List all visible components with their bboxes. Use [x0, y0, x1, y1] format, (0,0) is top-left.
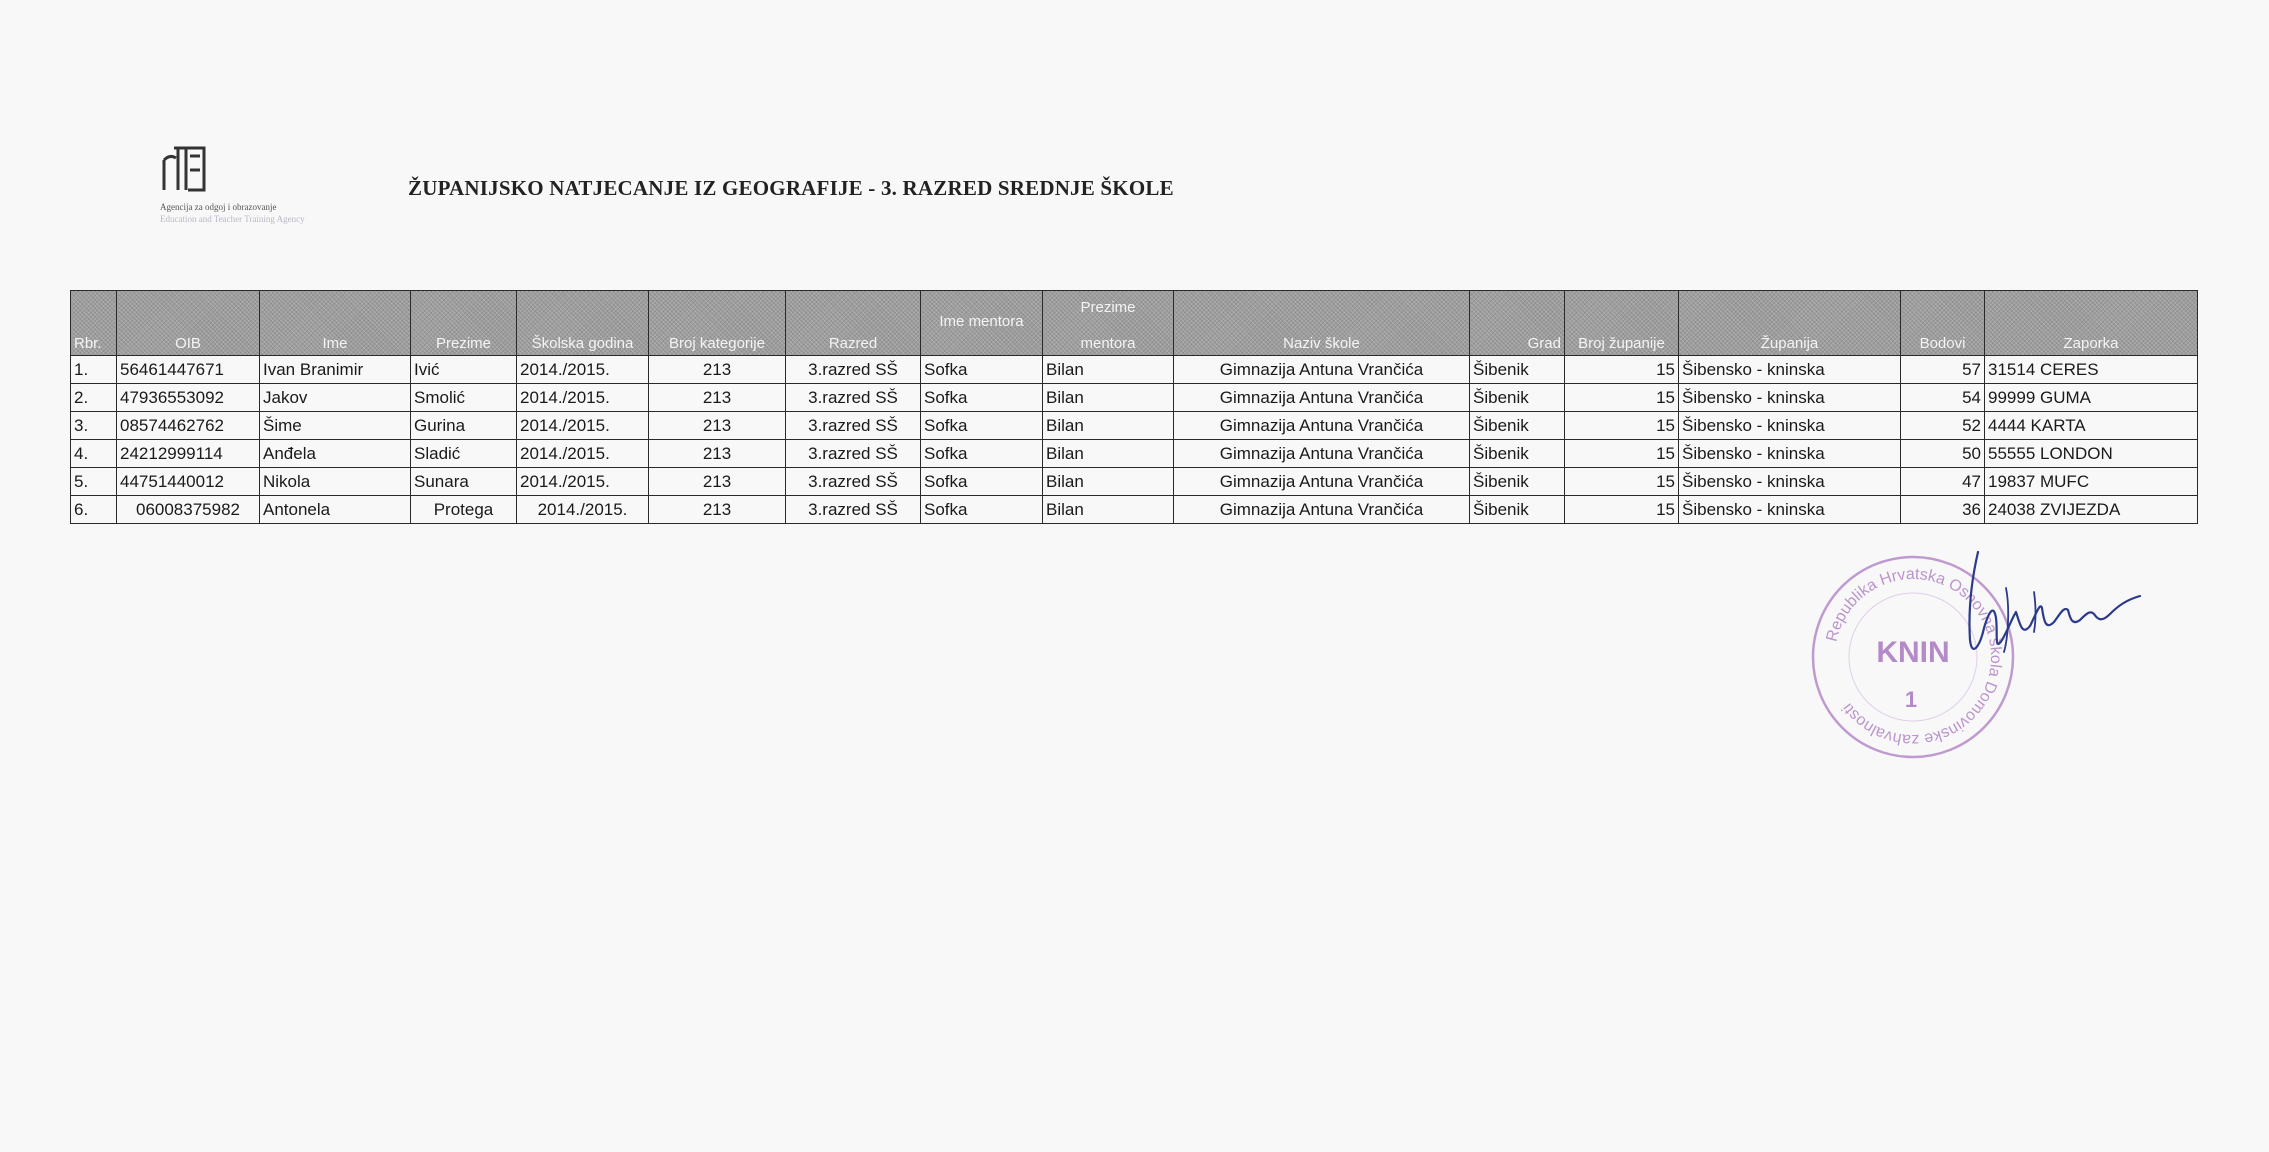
cell-rbr: 1. [71, 356, 117, 384]
cell-broj-zupanije: 15 [1565, 468, 1679, 496]
cell-kategorija: 213 [649, 468, 786, 496]
cell-zupanija: Šibensko - kninska [1679, 440, 1901, 468]
cell-broj-zupanije: 15 [1565, 356, 1679, 384]
cell-bodovi: 36 [1901, 496, 1985, 524]
cell-ime-mentora: Sofka [921, 440, 1043, 468]
col-header-ime-mentora: Ime mentora [921, 291, 1043, 356]
col-header-rbr: Rbr. [71, 291, 117, 356]
cell-rbr: 3. [71, 412, 117, 440]
cell-broj-zupanije: 15 [1565, 384, 1679, 412]
cell-prezime: Smolić [411, 384, 517, 412]
col-header-prezime-mentora-line2: mentora [1080, 335, 1136, 352]
cell-kategorija: 213 [649, 440, 786, 468]
cell-grad: Šibenik [1470, 468, 1565, 496]
cell-ime-mentora: Sofka [921, 384, 1043, 412]
cell-prezime: Gurina [411, 412, 517, 440]
cell-rbr: 2. [71, 384, 117, 412]
cell-grad: Šibenik [1470, 384, 1565, 412]
cell-ime: Antonela [260, 496, 411, 524]
col-header-bodovi: Bodovi [1901, 291, 1985, 356]
cell-razred: 3.razred SŠ [786, 468, 921, 496]
cell-rbr: 6. [71, 496, 117, 524]
cell-razred: 3.razred SŠ [786, 440, 921, 468]
cell-godina: 2014./2015. [517, 384, 649, 412]
cell-grad: Šibenik [1470, 496, 1565, 524]
cell-razred: 3.razred SŠ [786, 412, 921, 440]
cell-zupanija: Šibensko - kninska [1679, 496, 1901, 524]
agency-logo-icon [160, 140, 208, 192]
col-header-broj-zupanije: Broj županije [1565, 291, 1679, 356]
cell-godina: 2014./2015. [517, 496, 649, 524]
cell-ime: Anđela [260, 440, 411, 468]
cell-bodovi: 57 [1901, 356, 1985, 384]
cell-zupanija: Šibensko - kninska [1679, 468, 1901, 496]
cell-godina: 2014./2015. [517, 468, 649, 496]
cell-godina: 2014./2015. [517, 440, 649, 468]
cell-kategorija: 213 [649, 384, 786, 412]
cell-zaporka: 19837 MUFC [1985, 468, 2198, 496]
results-table [70, 290, 2198, 524]
cell-skola: Gimnazija Antuna Vrančića [1174, 356, 1470, 384]
table-row [71, 384, 2198, 412]
cell-razred: 3.razred SŠ [786, 384, 921, 412]
col-header-naziv-skole: Naziv škole [1174, 291, 1470, 356]
cell-oib: 24212999114 [117, 440, 260, 468]
col-header-prezime: Prezime [411, 291, 517, 356]
col-header-skolska-godina: Školska godina [517, 291, 649, 356]
col-header-oib: OIB [117, 291, 260, 356]
cell-rbr: 5. [71, 468, 117, 496]
cell-bodovi: 54 [1901, 384, 1985, 412]
col-header-prezime-mentora-line1: Prezime [1080, 299, 1136, 316]
cell-zaporka: 55555 LONDON [1985, 440, 2198, 468]
cell-prezime-mentora: Bilan [1043, 468, 1174, 496]
agency-name-en: Education and Teacher Training Agency [160, 214, 305, 224]
cell-prezime-mentora: Bilan [1043, 496, 1174, 524]
table-row [71, 440, 2198, 468]
col-header-grad: Grad [1470, 291, 1565, 356]
cell-razred: 3.razred SŠ [786, 496, 921, 524]
cell-broj-zupanije: 15 [1565, 440, 1679, 468]
stamp-number: 1 [1904, 687, 1918, 712]
col-header-broj-kategorije: Broj kategorije [649, 291, 786, 356]
cell-grad: Šibenik [1470, 412, 1565, 440]
cell-zupanija: Šibensko - kninska [1679, 384, 1901, 412]
col-header-zupanija: Županija [1679, 291, 1901, 356]
cell-ime: Ivan Branimir [260, 356, 411, 384]
cell-zaporka: 4444 KARTA [1985, 412, 2198, 440]
stamp-center-text: KNIN [1876, 636, 1950, 669]
cell-zaporka: 24038 ZVIJEZDA [1985, 496, 2198, 524]
cell-prezime: Sunara [411, 468, 517, 496]
cell-oib: 56461447671 [117, 356, 260, 384]
cell-skola: Gimnazija Antuna Vrančića [1174, 440, 1470, 468]
cell-bodovi: 52 [1901, 412, 1985, 440]
cell-skola: Gimnazija Antuna Vrančića [1174, 496, 1470, 524]
cell-ime: Šime [260, 412, 411, 440]
cell-prezime-mentora: Bilan [1043, 356, 1174, 384]
table-row [71, 356, 2198, 384]
cell-kategorija: 213 [649, 356, 786, 384]
agency-logo [160, 140, 350, 224]
cell-ime: Jakov [260, 384, 411, 412]
cell-oib: 06008375982 [117, 496, 260, 524]
handwritten-signature [1950, 548, 2150, 678]
cell-zaporka: 31514 CERES [1985, 356, 2198, 384]
cell-ime-mentora: Sofka [921, 412, 1043, 440]
cell-ime-mentora: Sofka [921, 356, 1043, 384]
cell-grad: Šibenik [1470, 440, 1565, 468]
cell-prezime-mentora: Bilan [1043, 412, 1174, 440]
col-header-prezime-mentora [1043, 291, 1174, 356]
cell-zupanija: Šibensko - kninska [1679, 412, 1901, 440]
cell-prezime: Ivić [411, 356, 517, 384]
cell-prezime-mentora: Bilan [1043, 440, 1174, 468]
cell-skola: Gimnazija Antuna Vrančića [1174, 468, 1470, 496]
cell-ime: Nikola [260, 468, 411, 496]
cell-kategorija: 213 [649, 496, 786, 524]
cell-rbr: 4. [71, 440, 117, 468]
cell-godina: 2014./2015. [517, 356, 649, 384]
cell-zaporka: 99999 GUMA [1985, 384, 2198, 412]
cell-oib: 47936553092 [117, 384, 260, 412]
cell-godina: 2014./2015. [517, 412, 649, 440]
cell-zupanija: Šibensko - kninska [1679, 356, 1901, 384]
cell-broj-zupanije: 15 [1565, 496, 1679, 524]
cell-oib: 44751440012 [117, 468, 260, 496]
cell-grad: Šibenik [1470, 356, 1565, 384]
table-row [71, 496, 2198, 524]
cell-prezime: Protega [411, 496, 517, 524]
page-title: ŽUPANIJSKO NATJECANJE IZ GEOGRAFIJE - 3. RAZRED SREDNJE ŠKOLE [408, 176, 1174, 200]
table-row [71, 468, 2198, 496]
col-header-razred: Razred [786, 291, 921, 356]
cell-oib: 08574462762 [117, 412, 260, 440]
table-row [71, 412, 2198, 440]
cell-skola: Gimnazija Antuna Vrančića [1174, 412, 1470, 440]
stamp-ring-text-path: Republika Hrvatska Osnovna škola Domovinske zahvalnosti [1823, 565, 2005, 749]
col-header-zaporka: Zaporka [1985, 291, 2198, 356]
cell-prezime-mentora: Bilan [1043, 384, 1174, 412]
cell-bodovi: 50 [1901, 440, 1985, 468]
cell-skola: Gimnazija Antuna Vrančića [1174, 384, 1470, 412]
table-header-row [71, 291, 2198, 356]
cell-kategorija: 213 [649, 412, 786, 440]
cell-ime-mentora: Sofka [921, 496, 1043, 524]
agency-name-hr: Agencija za odgoj i obrazovanje [160, 202, 277, 212]
cell-razred: 3.razred SŠ [786, 356, 921, 384]
cell-prezime: Sladić [411, 440, 517, 468]
cell-bodovi: 47 [1901, 468, 1985, 496]
col-header-ime: Ime [260, 291, 411, 356]
cell-ime-mentora: Sofka [921, 468, 1043, 496]
cell-broj-zupanije: 15 [1565, 412, 1679, 440]
